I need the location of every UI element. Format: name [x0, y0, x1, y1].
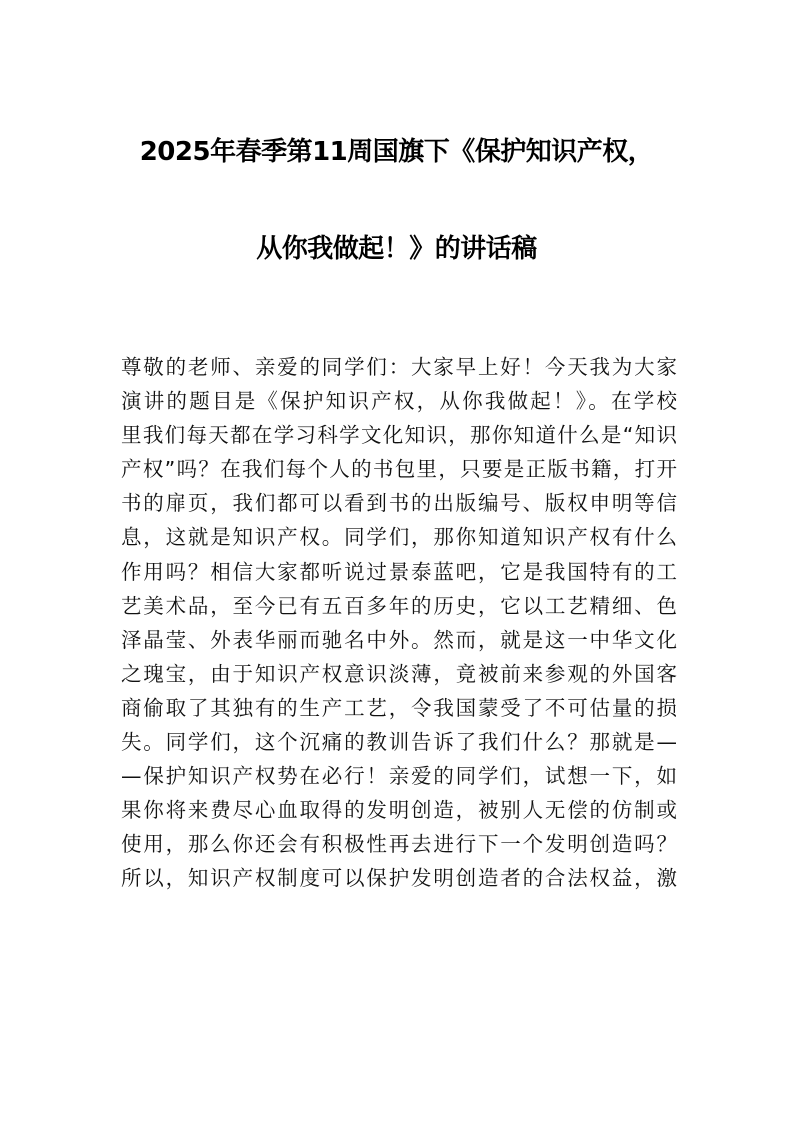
body-line: 演讲的题目是《保护知识产权，从你我做起！》。在学校: [121, 389, 677, 414]
body-line: 作用吗？相信大家都听说过景泰蓝吧，它是我国特有的工: [121, 559, 677, 584]
body-line: 使用，那么你还会有积极性再去进行下一个发明创造吗？: [121, 832, 677, 857]
body-line: 尊敬的老师、亲爱的同学们：大家早上好！今天我为大家: [121, 355, 677, 379]
body-line: 之瑰宝，由于知识产权意识淡薄，竟被前来参观的外国客: [121, 661, 677, 686]
speech-body: [121, 350, 677, 896]
body-line: 书的扉页，我们都可以看到书的出版编号、版权申明等信: [121, 491, 677, 516]
body-line: 泽晶莹、外表华丽而驰名中外。然而，就是这一中华文化: [121, 627, 677, 652]
body-line: 商偷取了其独有的生产工艺，令我国蒙受了不可估量的损: [121, 695, 677, 720]
body-line: 失。同学们，这个沉痛的教训告诉了我们什么？那就是—: [121, 730, 677, 755]
document-title-line-2: 从你我做起！》的讲话稿: [256, 234, 537, 264]
body-line: —保护知识产权势在必行！亲爱的同学们，试想一下，如: [121, 764, 677, 789]
body-line: 里我们每天都在学习科学文化知识，那你知道什么是“知识: [121, 423, 677, 448]
document-title-line-1: 2025年春季第11周国旗下《保护知识产权，: [139, 137, 654, 167]
body-line: 艺美术品，至今已有五百多年的历史，它以工艺精细、色: [121, 593, 677, 618]
body-line: 产权”吗？在我们每个人的书包里，只要是正版书籍，打开: [121, 457, 677, 482]
body-line: 息，这就是知识产权。同学们，那你知道知识产权有什么: [121, 525, 677, 550]
body-line: 果你将来费尽心血取得的发明创造，被别人无偿的仿制或: [121, 798, 677, 823]
body-line: 所以，知识产权制度可以保护发明创造者的合法权益，激: [121, 866, 677, 891]
